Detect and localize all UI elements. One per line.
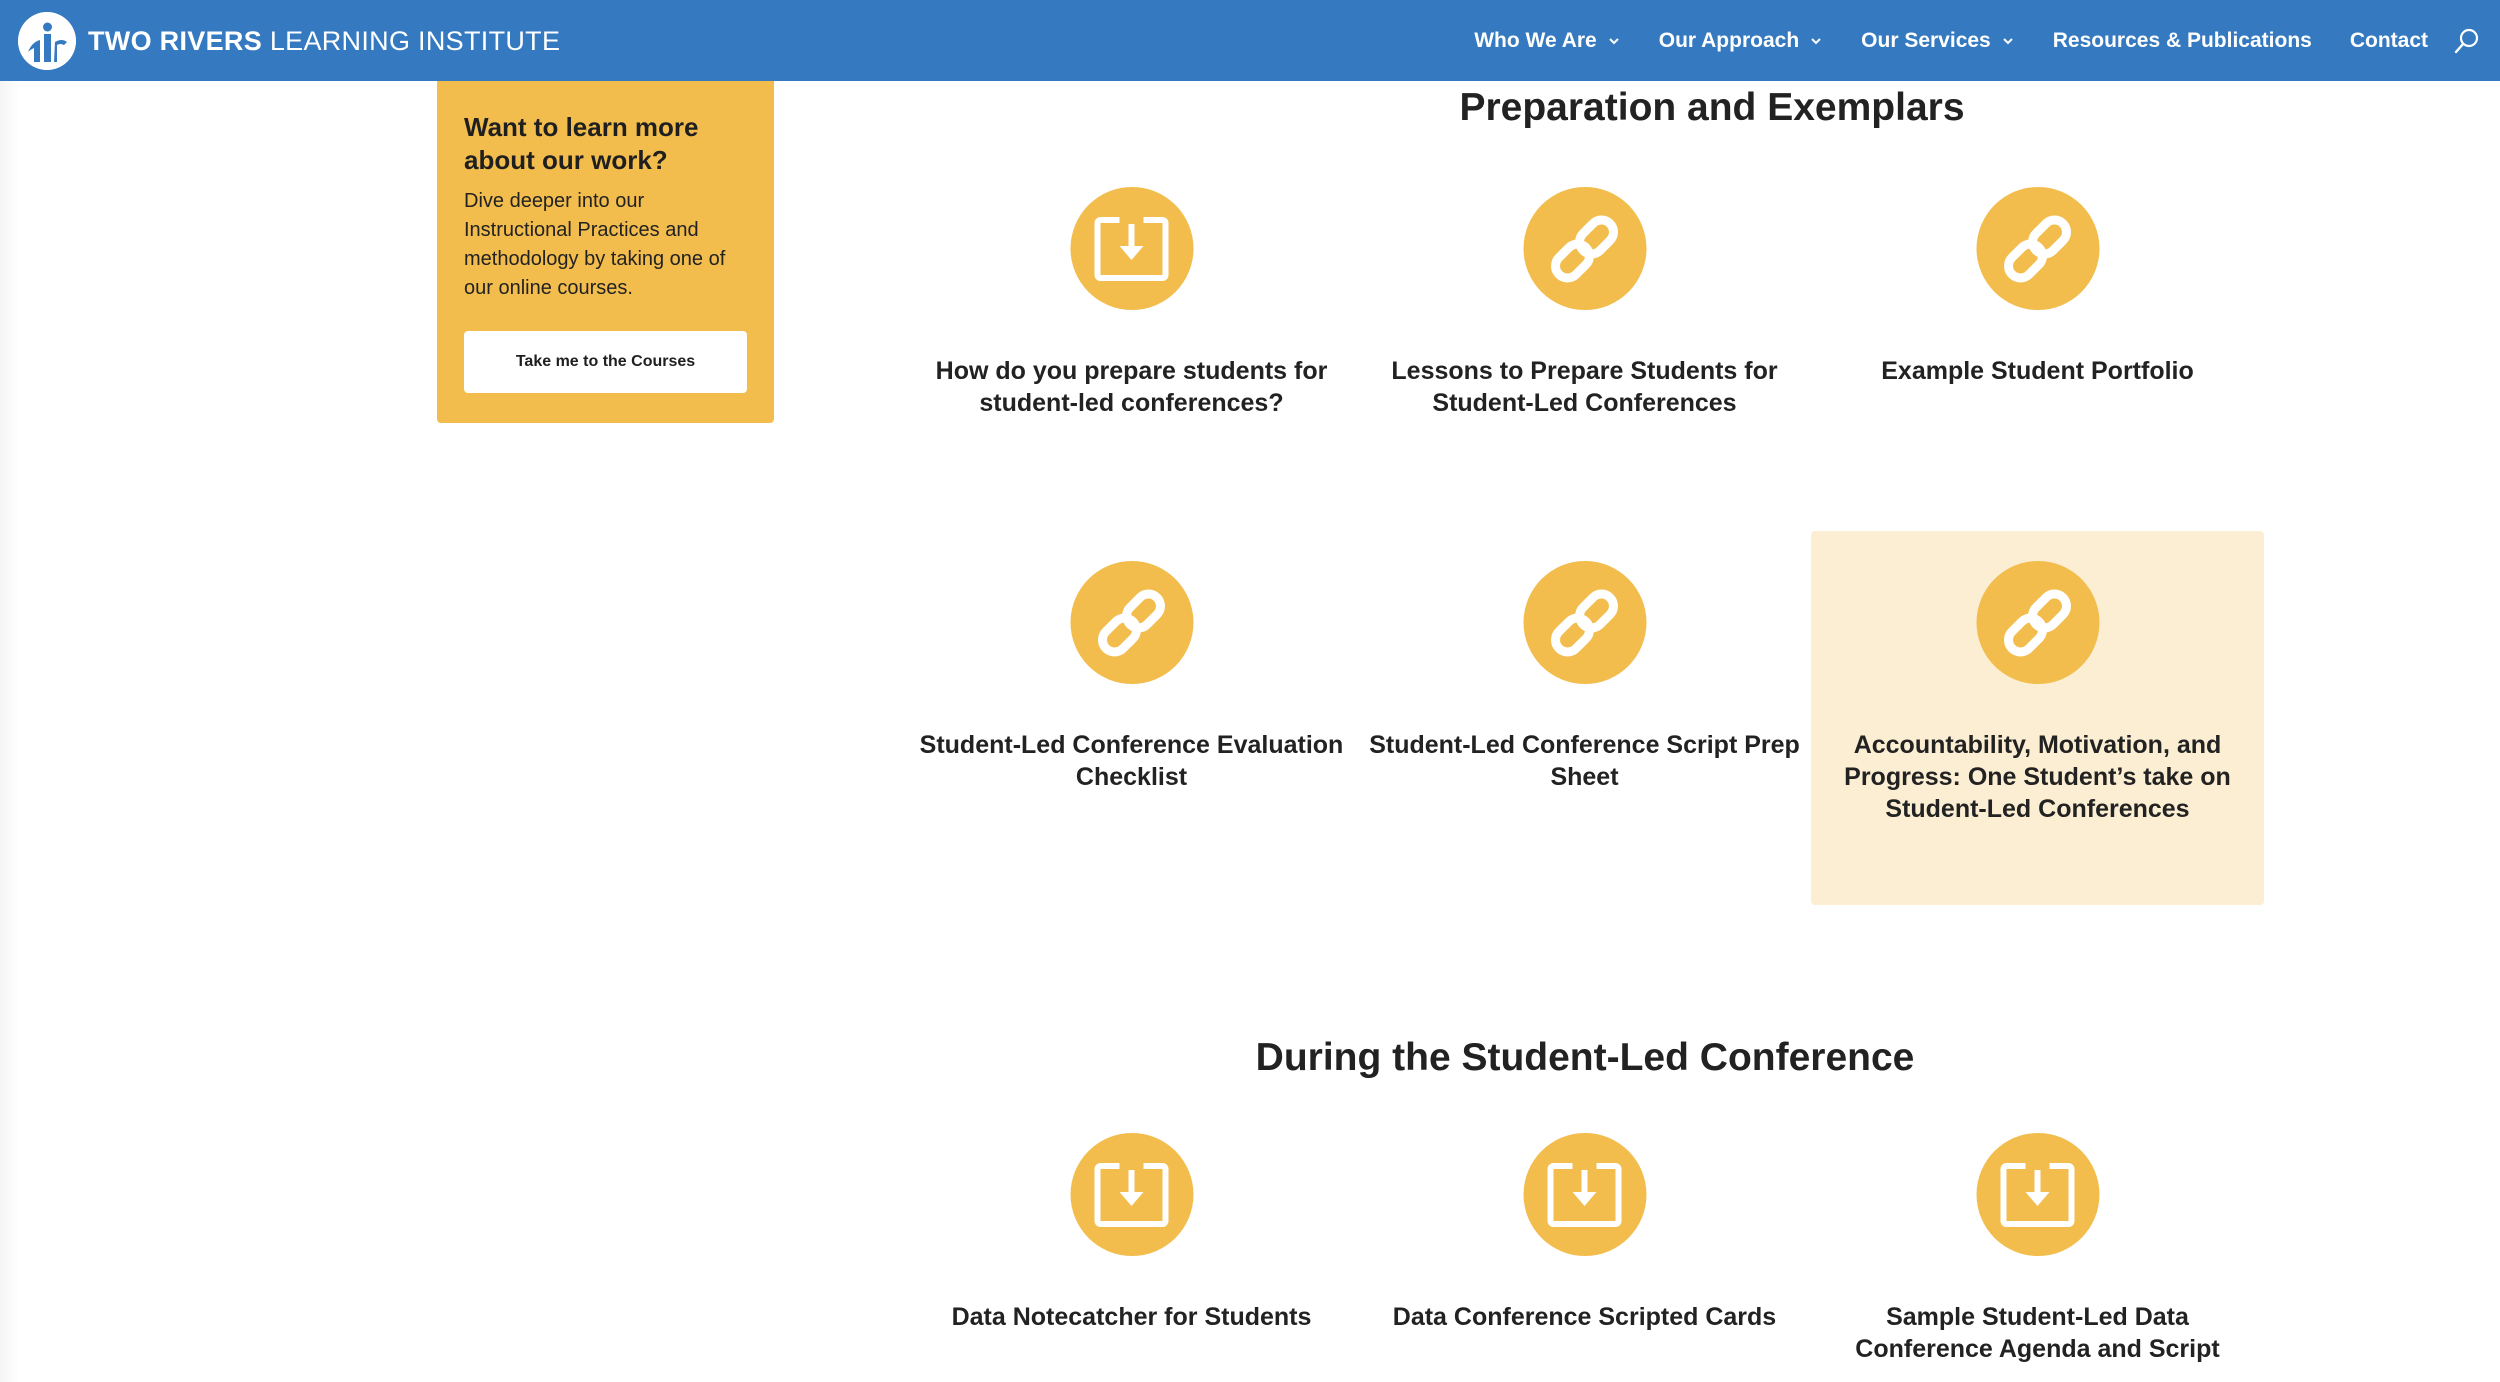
nav-item-label: Our Services xyxy=(1861,28,1991,52)
resource-card[interactable] xyxy=(1358,150,1811,480)
nav-item-label: Contact xyxy=(2349,28,2428,52)
nav-item-label: Who We Are xyxy=(1474,28,1597,52)
resource-card[interactable] xyxy=(905,150,1358,480)
nav-item-contact[interactable] xyxy=(2350,29,2428,53)
page-edge-shadow xyxy=(0,81,20,1382)
link-icon[interactable] xyxy=(1976,561,2099,684)
nav-item-our-approach[interactable] xyxy=(1659,29,1823,53)
resource-card[interactable] xyxy=(905,531,1358,905)
card-title: Student-Led Conference Evaluation Checklist xyxy=(919,731,1344,791)
courses-promo-card xyxy=(437,81,774,423)
nav-item-label: Our Approach xyxy=(1658,28,1800,52)
download-icon[interactable] xyxy=(1523,1133,1646,1256)
card-title: How do you prepare students for student-led conferences? xyxy=(935,357,1328,417)
promo-text: Dive deeper into our Instructional Practices and methodology by taking one of our online courses. xyxy=(464,190,726,299)
logo-text-light: LEARNING INSTITUTE xyxy=(269,25,561,56)
site-logo[interactable] xyxy=(18,12,560,70)
card-title: Lessons to Prepare Students for Student-Led Conferences xyxy=(1391,357,1778,417)
download-icon[interactable] xyxy=(1070,187,1193,310)
section-title-during-conference: During the Student-Led Conference xyxy=(1255,1036,1915,1079)
card-title: Data Conference Scripted Cards xyxy=(1392,1303,1777,1331)
nav-item-resources-publications[interactable] xyxy=(2053,29,2312,53)
link-icon[interactable] xyxy=(1070,561,1193,684)
link-icon[interactable] xyxy=(1976,187,2099,310)
chevron-down-icon xyxy=(1607,34,1621,48)
logo-mark-icon xyxy=(18,12,76,70)
main-menu xyxy=(1436,0,2428,81)
chevron-down-icon xyxy=(2001,34,2015,48)
logo-text-bold: TWO RIVERS xyxy=(88,25,263,56)
card-title: Example Student Portfolio xyxy=(1881,357,2194,385)
download-icon[interactable] xyxy=(1070,1133,1193,1256)
card-title: Accountability, Motivation, and Progress: One Student’s take on Student-Led Conferences xyxy=(1844,731,2231,823)
resource-card[interactable] xyxy=(1811,1100,2264,1382)
section-title-preparation: Preparation and Exemplars xyxy=(1459,86,1965,129)
logo-text xyxy=(88,26,560,57)
search-icon[interactable] xyxy=(2452,26,2482,56)
card-title: Data Notecatcher for Students xyxy=(951,1303,1312,1331)
top-navbar xyxy=(0,0,2500,81)
link-icon[interactable] xyxy=(1523,561,1646,684)
download-icon[interactable] xyxy=(1976,1133,2099,1256)
nav-item-our-services[interactable] xyxy=(1861,29,2015,53)
chevron-down-icon xyxy=(1809,34,1823,48)
resource-card[interactable] xyxy=(905,1100,1358,1382)
take-me-to-courses-button[interactable]: Take me to the Courses xyxy=(464,331,747,393)
nav-item-who-we-are[interactable] xyxy=(1474,29,1621,53)
card-title: Sample Student-Led Data Conference Agenda and Script xyxy=(1855,1303,2220,1363)
promo-title: Want to learn more about our work? xyxy=(464,112,699,175)
resource-card[interactable] xyxy=(1811,150,2264,480)
nav-item-label: Resources & Publications xyxy=(2052,28,2312,52)
resource-card[interactable] xyxy=(1358,1100,1811,1382)
card-title: Student-Led Conference Script Prep Sheet xyxy=(1369,731,1800,791)
resource-card[interactable] xyxy=(1358,531,1811,905)
link-icon[interactable] xyxy=(1523,187,1646,310)
resource-card-highlighted[interactable] xyxy=(1811,531,2264,905)
